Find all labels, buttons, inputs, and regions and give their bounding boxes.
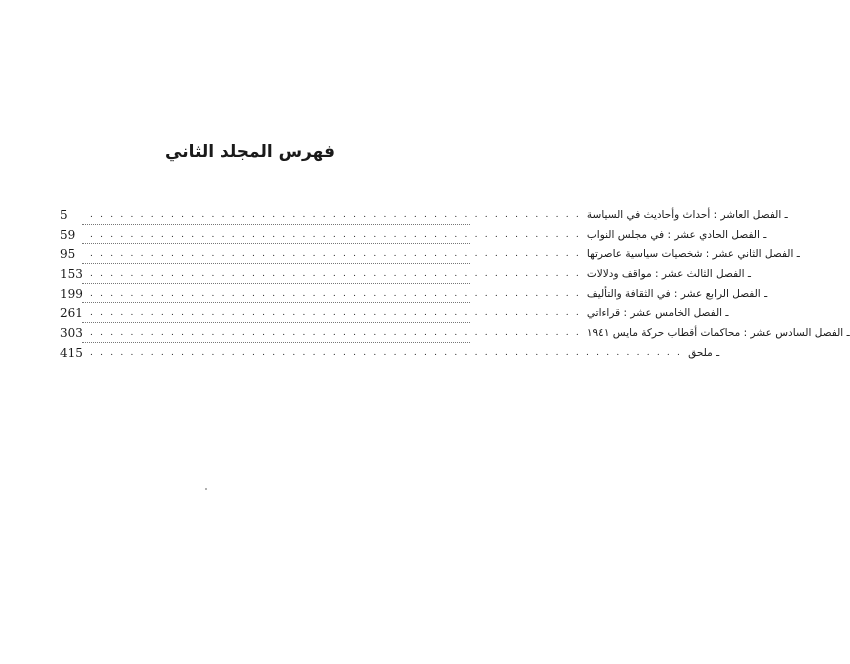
toc-page-number: 95 — [60, 247, 76, 262]
dot-leader: . . . . . . . . . . . . . . . . . . . . . . . . . . . . . . . . . . . . . . . . . . . . . . . . . — [90, 249, 581, 260]
dot-leader: . . . . . . . . . . . . . . . . . . . . . . . . . . . . . . . . . . . . . . . . . . . . . . . . . — [90, 327, 581, 338]
toc-chapter-title: ـ ملحق — [688, 346, 720, 359]
toc-entry-1[interactable] — [60, 205, 788, 225]
table-of-contents — [60, 205, 850, 363]
toc-entry-5[interactable] — [60, 284, 768, 304]
toc-chapter-title: ـ الفصل الثالث عشر : مواقف ودلالات — [586, 267, 751, 280]
print-speck — [205, 488, 207, 490]
toc-page-number: 199 — [60, 286, 83, 301]
toc-entry-8[interactable] — [60, 343, 720, 363]
toc-entry-6[interactable] — [60, 303, 729, 323]
toc-chapter-title: ـ الفصل الخامس عشر : قراءاتي — [586, 307, 729, 320]
dot-leader: . . . . . . . . . . . . . . . . . . . . . . . . . . . . . . . . . . . . . . . . . . . . . . . . . — [90, 229, 581, 240]
toc-entry-7[interactable] — [60, 323, 850, 343]
toc-page-number: 303 — [60, 325, 83, 340]
dot-leader: . . . . . . . . . . . . . . . . . . . . . . . . . . . . . . . . . . . . . . . . . . . . . . . . . — [90, 268, 581, 279]
toc-entry-3[interactable] — [60, 244, 800, 264]
dot-leader: . . . . . . . . . . . . . . . . . . . . . . . . . . . . . . . . . . . . . . . . . . . . . . . . . . . . . . . . . . . — [90, 347, 683, 358]
toc-entry-2[interactable] — [60, 225, 767, 245]
dot-leader: . . . . . . . . . . . . . . . . . . . . . . . . . . . . . . . . . . . . . . . . . . . . . . . . . — [90, 308, 581, 319]
toc-page-number: 59 — [60, 227, 76, 242]
toc-page-number: 261 — [60, 306, 83, 321]
toc-page-number: 153 — [60, 266, 83, 281]
toc-page-number: 415 — [60, 345, 83, 360]
toc-chapter-title: ـ الفصل السادس عشر : محاكمات أقطاب حركة مايس ١٩٤١ — [586, 326, 850, 339]
toc-chapter-title: ـ الفصل الثاني عشر : شخصيات سياسية عاصرتها — [586, 248, 800, 261]
toc-chapter-title: ـ الفصل العاشر : أحداث وأحاديث في السياسة — [586, 208, 788, 221]
dot-leader: . . . . . . . . . . . . . . . . . . . . . . . . . . . . . . . . . . . . . . . . . . . . . . . . . — [90, 209, 581, 220]
toc-chapter-title: ـ الفصل الرابع عشر : في الثقافة والتأليف — [586, 287, 768, 300]
page-title: فهرس المجلد الثاني — [165, 142, 335, 162]
toc-page-number: 5 — [60, 207, 68, 222]
toc-chapter-title: ـ الفصل الحادي عشر : في مجلس النواب — [586, 228, 767, 241]
toc-entry-4[interactable] — [60, 264, 751, 284]
dot-leader: . . . . . . . . . . . . . . . . . . . . . . . . . . . . . . . . . . . . . . . . . . . . . . . . . — [90, 288, 581, 299]
